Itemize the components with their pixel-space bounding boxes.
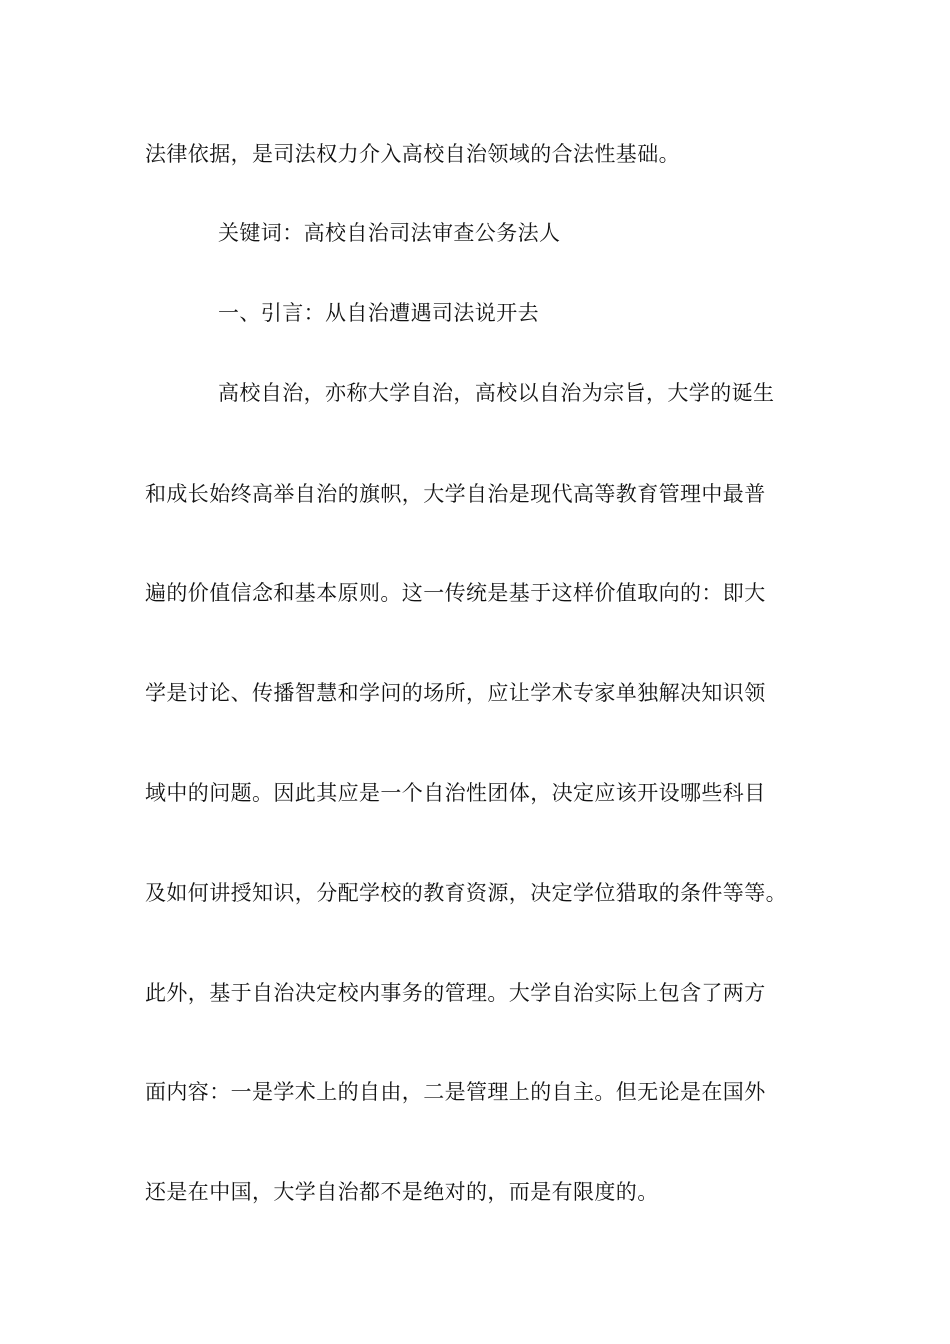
paragraph-line: 还是在中国，大学自治都不是绝对的，而是有限度的。 [145, 1180, 659, 1204]
intro-line: 法律依据，是司法权力介入高校自治领域的合法性基础。 [145, 142, 680, 166]
paragraph-line: 此外，基于自治决定校内事务的管理。大学自治实际上包含了两方 [145, 981, 766, 1005]
section-heading: 一、引言：从自治遭遇司法说开去 [218, 301, 539, 325]
paragraph-line: 域中的问题。因此其应是一个自治性团体，决定应该开设哪些科目 [145, 781, 766, 805]
paragraph-line: 学是讨论、传播智慧和学问的场所，应让学术专家单独解决知识领 [145, 681, 766, 705]
paragraph-line: 和成长始终高举自治的旗帜，大学自治是现代高等教育管理中最普 [145, 482, 766, 506]
keywords-line: 关键词：高校自治司法审查公务法人 [218, 221, 561, 245]
paragraph-line: 面内容：一是学术上的自由，二是管理上的自主。但无论是在国外 [145, 1080, 766, 1104]
paragraph-line: 高校自治，亦称大学自治，高校以自治为宗旨，大学的诞生 [218, 381, 775, 405]
paragraph-line: 及如何讲授知识，分配学校的教育资源，决定学位猎取的条件等等。 [145, 881, 787, 905]
paragraph-line: 遍的价值信念和基本原则。这一传统是基于这样价值取向的：即大 [145, 581, 766, 605]
